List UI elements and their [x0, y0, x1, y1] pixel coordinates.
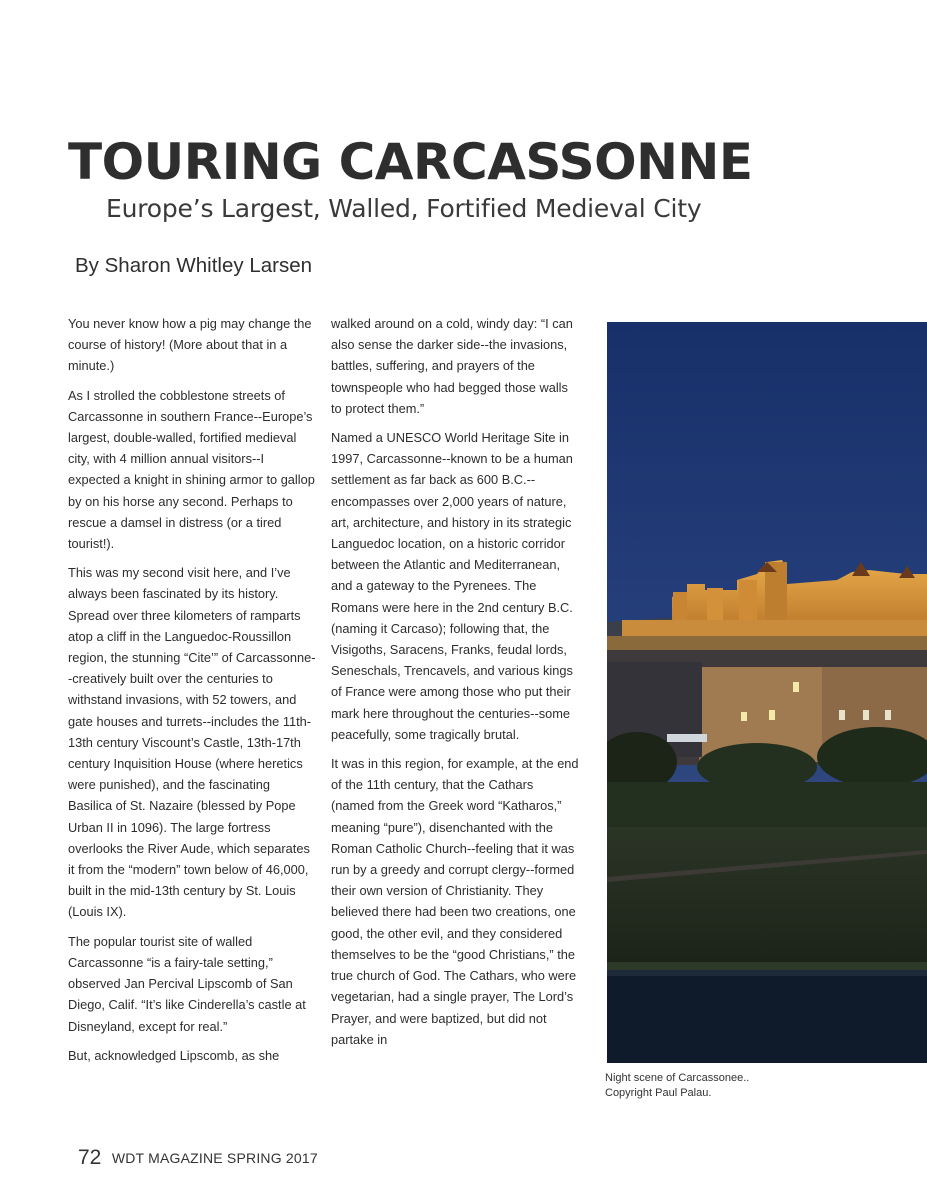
caption-line: Night scene of Carcassonee.. — [605, 1072, 750, 1084]
paragraph: This was my second visit here, and I’ve always been fascinated by its history. Spread over three kilometers of ramparts atop a cliff in the Languedoc-Roussillon region, the stunning “Cite’” of Carcassonne--creatively built over the centuries to withstand invasions, with 52 towers, and gate houses and turrets--includes the 11th-13th century Viscount’s Castle, 13th-17th century Inquisition House (where heretics were punished), and the fascinating Basilica of St. Nazaire (blessed by Pope Urban II in 1096). The large fortress overlooks the River Aude, which separates it from the “modern” town below of 46,000, built in the mid-13th century by St. Louis (Louis IX). — [68, 565, 316, 920]
page-footer — [78, 1146, 318, 1170]
paragraph: But, acknowledged Lipscomb, as she — [68, 1047, 280, 1063]
page-number: 72 — [78, 1146, 102, 1169]
magazine-issue: WDT MAGAZINE SPRING 2017 — [111, 1150, 318, 1166]
copyright-line: Copyright Paul Palau. — [605, 1087, 712, 1099]
text-column-2 — [331, 313, 579, 1058]
text-column-1 — [68, 313, 316, 1074]
paragraph: Named a UNESCO World Heritage Site in 1997, Carcassonne--known to be a human settlement as far back as 600 B.C.--encompasses over 2,000 years of nature, art, architecture, and history in its strategic Languedoc location, on a historic corridor between the Atlantic and Mediterranean, and a gateway to the Pyrenees. The Romans were here in the 2nd century B.C. (naming it Carcaso); following that, the Visigoths, Saracens, Franks, feudal lords, Seneschals, Trencavels, and various kings of France were among those who put their mark here throughout the centuries--some peacefully, some tragically brutal. — [331, 430, 573, 742]
article-title: TOURING CARCASSONNE — [68, 133, 753, 191]
article-subtitle: Europe’s Largest, Walled, Fortified Medieval City — [106, 194, 702, 223]
photo-caption — [605, 1071, 805, 1101]
paragraph: It was in this region, for example, at the end of the 11th century, that the Cathars (named from the Greek word “Katharos,” meaning “pure”), disenchanted with the Roman Catholic Church--feeling that it was run by a greedy and corrupt clergy--formed their own version of Christianity. They believed there had been two creations, one good, the other evil, and they considered themselves to be the “good Christians,” the true church of God. The Cathars, who were vegetarian, had a single prayer, The Lord’s Prayer, and were baptized, but did not partake in — [331, 756, 579, 1047]
paragraph: walked around on a cold, windy day: “I can also sense the darker side--the invasions, battles, suffering, and prayers of the townspeople who had begged those walls to protect them.” — [331, 316, 573, 416]
paragraph: The popular tourist site of walled Carcassonne “is a fairy-tale setting,” observed Jan Percival Lipscomb of San Diego, Calif. “It’s like Cinderella’s castle at Disneyland, except for real.” — [68, 933, 306, 1034]
paragraph: You never know how a pig may change the course of history! (More about that in a minute.) — [68, 316, 312, 374]
byline: By Sharon Whitley Larsen — [75, 254, 313, 277]
paragraph: As I strolled the cobblestone streets of Carcassonne in southern France--Europe’s largest, double-walled, fortified medieval city, with 4 million annual visitors--I expected a knight in shining armor to gallop by on his horse any second. Perhaps to rescue a damsel in distress (or a tired tourist!). — [68, 387, 315, 552]
carcassonne-night-photo — [607, 322, 927, 1063]
